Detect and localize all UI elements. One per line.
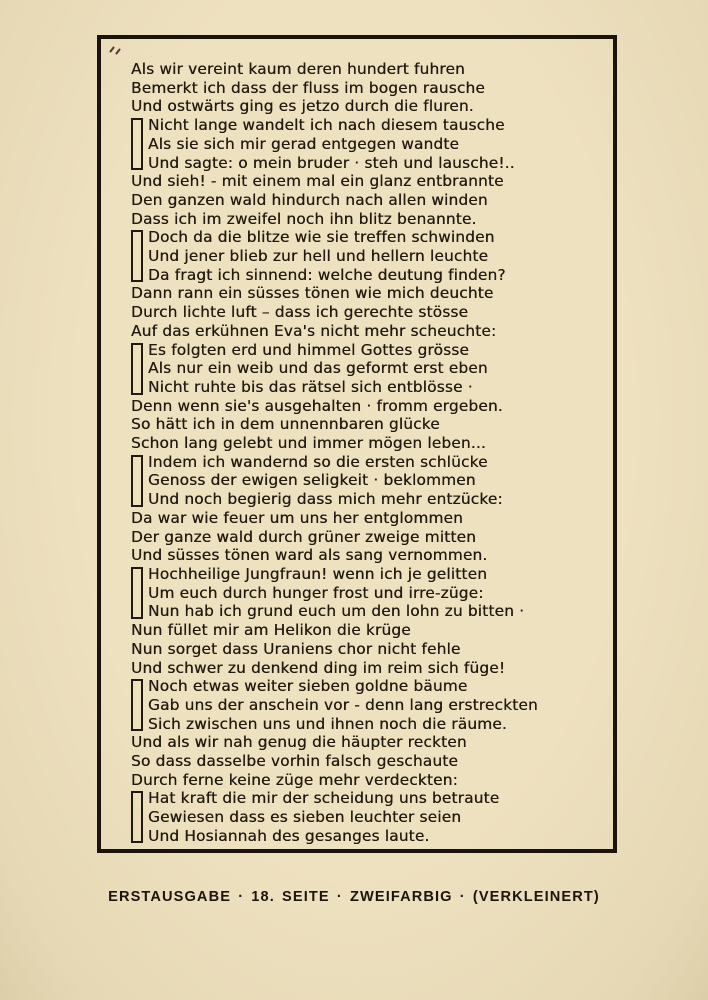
poem-line: Den ganzen wald hindurch nach allen winden xyxy=(131,190,488,209)
tercet-bracket xyxy=(131,567,143,619)
poem-line: Durch lichte luft – dass ich gerechte stösse xyxy=(131,303,469,322)
poem-text-block xyxy=(131,60,601,846)
poem-line: Nicht ruhte bis das rätsel sich entblösse · xyxy=(148,377,473,396)
poem-line: Und noch begierig dass mich mehr entzücke: xyxy=(148,490,503,509)
poem-line: Nun sorget dass Uraniens chor nicht fehle xyxy=(131,639,461,658)
poem-line: Als wir vereint kaum deren hundert fuhren xyxy=(131,60,465,78)
tercet-group xyxy=(131,565,601,621)
tercet-bracket xyxy=(131,679,143,731)
tercet-group xyxy=(131,733,601,789)
tercet-group xyxy=(131,509,601,565)
poem-line: Nicht lange wandelt ich nach diesem tausche xyxy=(148,116,505,135)
tercet-bracket xyxy=(131,118,143,170)
poem-line: Als nur ein weib und das geformt erst eben xyxy=(148,359,488,378)
poem-line: Auf das erkühnen Eva's nicht mehr scheuchte: xyxy=(131,321,497,340)
poem-line: Genoss der ewigen seligkeit · beklommen xyxy=(148,471,476,490)
tercet-group xyxy=(131,677,601,733)
poem-line: Und sieh! - mit einem mal ein glanz entbrannte xyxy=(131,172,504,191)
poem-line: Gab uns der anschein vor - denn lang erstreckten xyxy=(148,695,538,714)
poem-line: Der ganze wald durch grüner zweige mitten xyxy=(131,527,477,546)
tercet-group xyxy=(131,116,601,172)
tercet-group xyxy=(131,341,601,397)
poem-line: Es folgten erd und himmel Gottes grösse xyxy=(148,340,470,359)
poem-line: Dass ich im zweifel noch ihn blitz benannte. xyxy=(131,209,477,228)
tercet-group xyxy=(131,60,601,116)
poem-line: Und jener blieb zur hell und hellern leuchte xyxy=(148,247,489,266)
tercet-group xyxy=(131,397,601,453)
poem-line: Als sie sich mir gerad entgegen wandte xyxy=(148,134,460,153)
poem-line: Und sagte: o mein bruder · steh und lausche!.. xyxy=(148,153,515,172)
poem-line: Und ostwärts ging es jetzo durch die fluren. xyxy=(131,97,474,116)
tercet-group xyxy=(131,453,601,509)
poem-line: Durch ferne keine züge mehr verdeckten: xyxy=(131,770,458,789)
poem-line: Doch da die blitze wie sie treffen schwinden xyxy=(148,228,495,247)
tercet-group xyxy=(131,284,601,340)
poem-line: Sich zwischen uns und ihnen noch die räume. xyxy=(148,714,507,733)
plate-caption: ERSTAUSGABE · 18. SEITE · ZWEIFARBIG · (VERKLEINERT) xyxy=(108,889,600,905)
poem-line: Und schwer zu denkend ding im reim sich füge! xyxy=(131,658,506,677)
poem-line: Nun hab ich grund euch um den lohn zu bitten · xyxy=(148,602,525,621)
poem-line: Und süsses tönen ward als sang vernommen. xyxy=(131,546,488,565)
poem-line: Indem ich wandernd so die ersten schlücke xyxy=(148,452,488,471)
poem-line: Noch etwas weiter sieben goldne bäume xyxy=(148,677,468,696)
poem-line: Gewiesen dass es sieben leuchter seien xyxy=(148,808,462,827)
poem-line: Denn wenn sie's ausgehalten · fromm ergeben. xyxy=(131,396,503,415)
tercet-bracket xyxy=(131,455,143,507)
poem-line: Und als wir nah genug die häupter reckten xyxy=(131,733,467,752)
tercet-bracket xyxy=(131,791,143,843)
tercet-group xyxy=(131,621,601,677)
poem-line: Dann rann ein süsses tönen wie mich deuchte xyxy=(131,284,494,303)
poem-line: Da war wie feuer um uns her entglommen xyxy=(131,508,464,527)
tercet-bracket xyxy=(131,343,143,395)
poem-line: Da fragt ich sinnend: welche deutung finden? xyxy=(148,265,506,284)
poem-line: Hat kraft die mir der scheidung uns betraute xyxy=(148,789,500,808)
poem-line: So dass dasselbe vorhin falsch geschaute xyxy=(131,752,459,771)
tercet-group xyxy=(131,789,601,845)
poem-line: Und Hosiannah des gesanges laute. xyxy=(148,826,430,845)
pen-flick-mark xyxy=(109,45,123,57)
poem-line: Um euch durch hunger frost und irre-züge: xyxy=(148,583,484,602)
page-frame xyxy=(97,35,617,853)
poem-line: Hochheilige Jungfraun! wenn ich je gelitten xyxy=(148,564,488,583)
tercet-group xyxy=(131,172,601,228)
poem-line: So hätt ich in dem unnennbaren glücke xyxy=(131,415,440,434)
poem-line: Schon lang gelebt und immer mögen leben... xyxy=(131,434,486,453)
tercet-group xyxy=(131,228,601,284)
poem-line: Nun füllet mir am Helikon die krüge xyxy=(131,621,411,640)
poem-line: Bemerkt ich dass der fluss im bogen rausche xyxy=(131,78,485,97)
tercet-bracket xyxy=(131,230,143,282)
